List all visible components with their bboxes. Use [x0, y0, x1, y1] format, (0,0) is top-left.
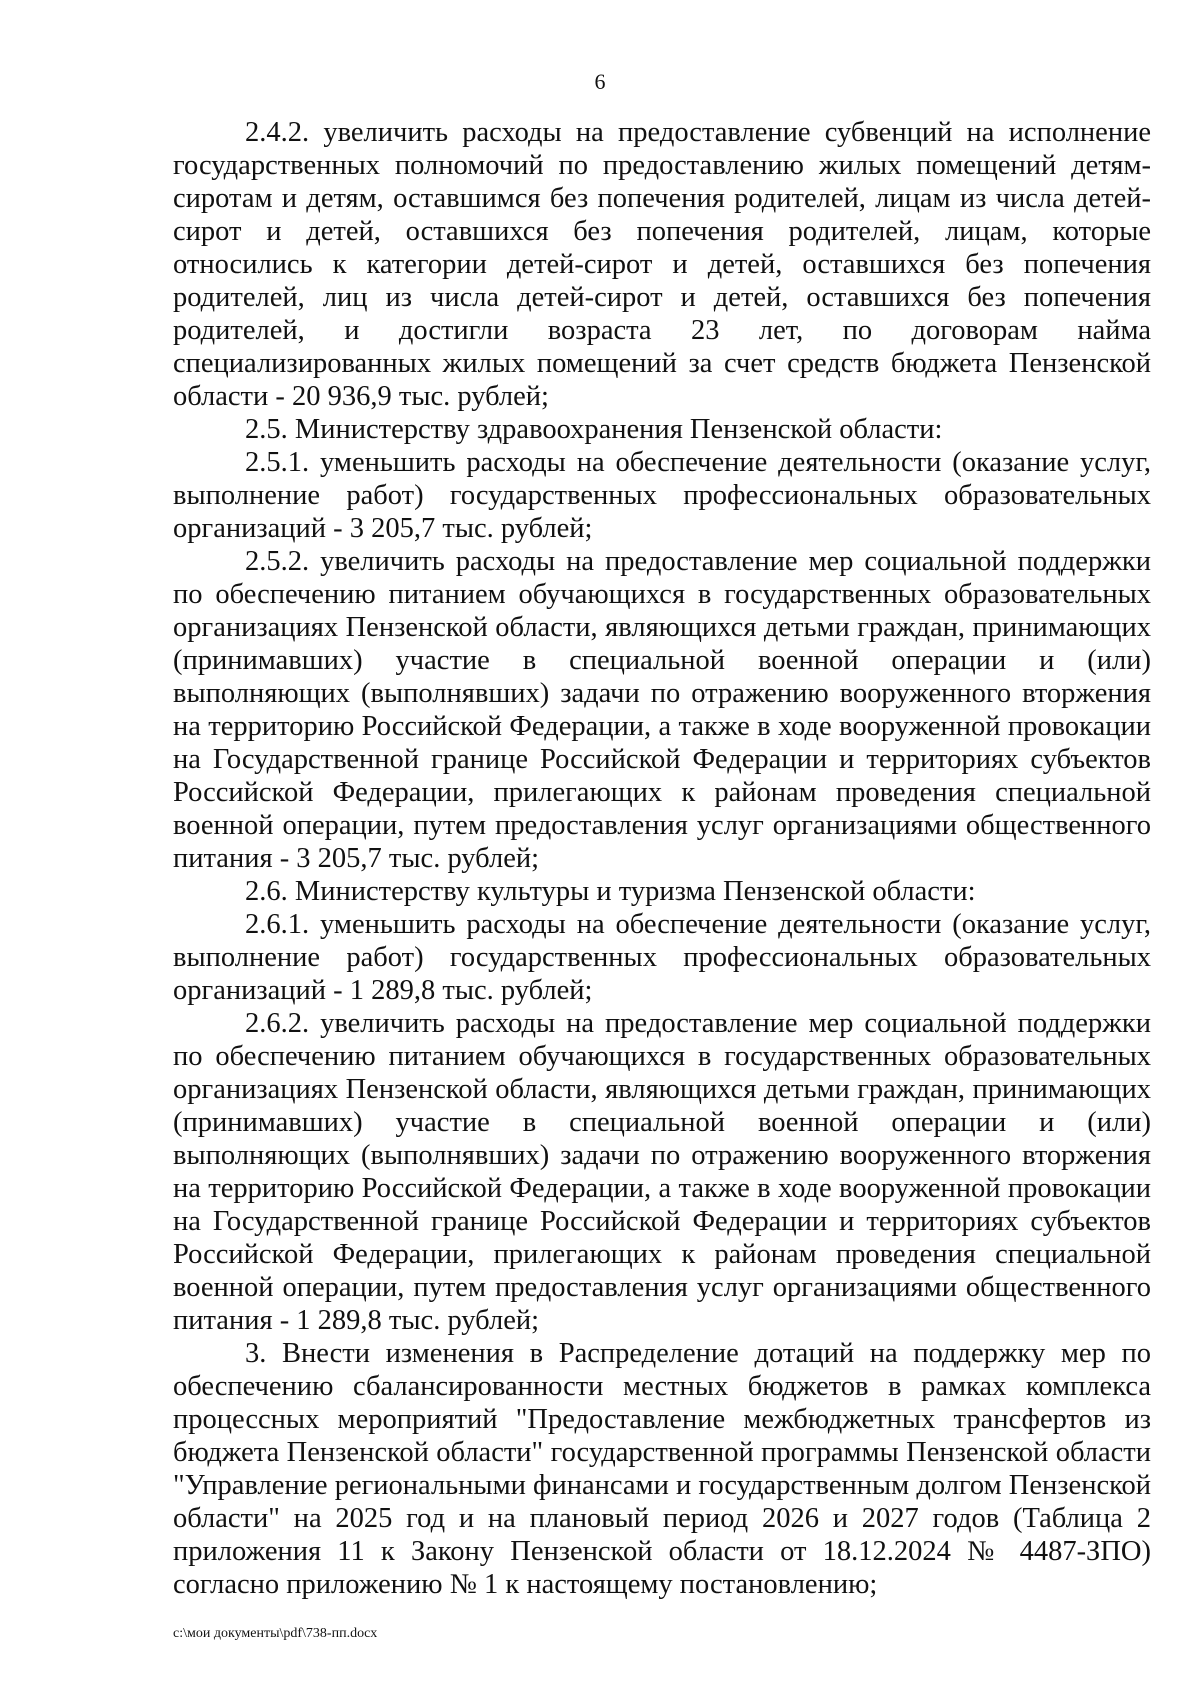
paragraph-2-5-2: 2.5.2. увеличить расходы на предоставление мер социальной поддержки по обеспечению питанием обучающихся в государственных образовательных организациях Пензенской области, являющихся детьми граждан, принимающих (принимавших) участие в специальной военной операции и (или) выполняющих (выполнявших) задачи по отражению вооруженного вторжения на территорию Российской Федерации, а также в ходе вооруженной провокации на Государственной границе Российской Федерации и территориях субъектов Российской Федерации, прилегающих к районам проведения специальной военной операции, путем предоставления услуг организациями общественного питания - 3 205,7 тыс. рублей;	[173, 546, 1151, 874]
paragraph-2-6-2: 2.6.2. увеличить расходы на предоставление мер социальной поддержки по обеспечению питанием обучающихся в государственных образовательных организациях Пензенской области, являющихся детьми граждан, принимающих (принимавших) участие в специальной военной операции и (или) выполняющих (выполнявших) задачи по отражению вооруженного вторжения на территорию Российской Федерации, а также в ходе вооруженной провокации на Государственной границе Российской Федерации и территориях субъектов Российской Федерации, прилегающих к районам проведения специальной военной операции, путем предоставления услуг организациями общественного питания - 1 289,8 тыс. рублей;	[173, 1008, 1151, 1336]
paragraph-3: 3. Внести изменения в Распределение дотаций на поддержку мер по обеспечению сбалансированности местных бюджетов в рамках комплекса процессных мероприятий "Предоставление межбюджетных трансфертов из бюджета Пензенской области" государственной программы Пензенской области "Управление региональными финансами и государственным долгом Пензенской области" на 2025 год и на плановый период 2026 и 2027 годов (Таблица 2 приложения 11 к Закону Пензенской области от 18.12.2024 № 4487-ЗПО) согласно приложению № 1 к настоящему постановлению;	[173, 1338, 1151, 1600]
paragraph-2-5-1: 2.5.1. уменьшить расходы на обеспечение деятельности (оказание услуг, выполнение работ) государственных профессиональных образовательных организаций - 3 205,7 тыс. рублей;	[173, 447, 1151, 544]
paragraph-2-5: 2.5. Министерству здравоохранения Пензенской области:	[245, 414, 943, 445]
document-body	[173, 116, 1151, 1601]
paragraph-2-4-2: 2.4.2. увеличить расходы на предоставление субвенций на исполнение государственных полномочий по предоставлению жилых помещений детям-сиротам и детям, оставшимся без попечения родителей, лицам из числа детей-сирот и детей, оставшихся без попечения родителей, лицам, которые относились к категории детей-сирот и детей, оставшихся без попечения родителей, лиц из числа детей-сирот и детей, оставшихся без попечения родителей, и достигли возраста 23 лет, по договорам найма специализированных жилых помещений за счет средств бюджета Пензенской области - 20 936,9 тыс. рублей;	[173, 117, 1151, 412]
footer-file-path: c:\мои документы\pdf\738-пп.docx	[173, 1626, 378, 1641]
page-number: 6	[594, 69, 606, 94]
paragraph-2-6: 2.6. Министерству культуры и туризма Пензенской области:	[245, 876, 976, 907]
paragraph-2-6-1: 2.6.1. уменьшить расходы на обеспечение деятельности (оказание услуг, выполнение работ) государственных профессиональных образовательных организаций - 1 289,8 тыс. рублей;	[173, 909, 1151, 1006]
